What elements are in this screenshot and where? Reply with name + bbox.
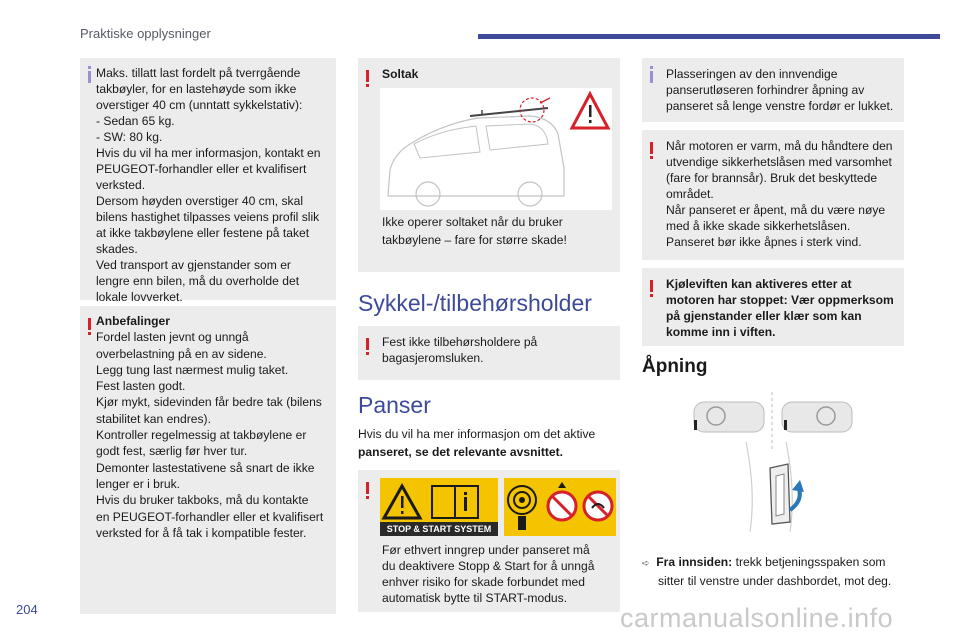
warning-box-recommendations: [80, 306, 336, 614]
sunroof-text: Ikke operer soltaket når du bruker takbøylene – fare for større skade!: [382, 215, 567, 247]
bike-holder-text: Fest ikke tilbehørsholdere på bagasjeromsluken.: [382, 335, 538, 365]
section-title-bonnet: Panser: [358, 392, 431, 418]
info-box-bonnet-release: [642, 58, 904, 122]
bonnet-intro: Hvis du vil ha mer informasjon om det aktive panseret, se det relevante avsnittet.: [358, 427, 596, 459]
stop-start-label: STOP & START SYSTEM: [386, 524, 492, 534]
interior-release-lever-illustration: [686, 392, 856, 542]
warning-icon: [366, 338, 369, 350]
warning-box-sunroof: [358, 58, 620, 272]
info-box-load: [80, 58, 336, 304]
hot-engine-text: Når motoren er varm, må du håndtere den utvendige sikkerhetslåsen med varsomhet (fare for brannsår). Bruk det beskyttede området. Når panseret er åpent, må du være nøye med å ikke skade sikkerhetslåsen. Panseret bør ikke åpnes i sterk vind.: [666, 139, 893, 249]
watermark: carmanualsonline.info: [620, 603, 894, 633]
info-icon: [650, 71, 653, 83]
warning-box-cooling-fan: [642, 268, 904, 346]
opening-step: ➪ Fra innsiden: trekk betjeningsspaken som sitter til venstre under dashbordet, mot deg.: [642, 555, 892, 588]
sunroof-title: Soltak: [382, 67, 419, 81]
section-title-opening: Åpning: [642, 356, 708, 377]
stop-start-text: Før ethvert inngrep under panseret må du deaktivere Stopp & Start for å unngå enhver risiko for skade forbundet med automatisk bytte til START-modus.: [382, 543, 595, 605]
info-text: Maks. tillatt last fordelt på tverrgående takbøyler, for en lastehøyde som ikke overstiger 40 cm (unntatt sykkelstativ): - Sedan 65 kg. - SW: 80 kg. Hvis du vil ha mer informasjon, kontakt en PEUGEOT-forhandler eller et kvalifisert verksted. Dersom høyden overstiger 40 cm, skal bilens hastighet tilpasses veiens profil slik at ikke takbøylene eller festene på taket skades. Ved transport av gjenstander som er lengre enn bilen, må du overholde det lokale lovverket.: [96, 66, 321, 304]
info-icon: [88, 71, 91, 83]
warning-box-bike-holder: [358, 326, 620, 380]
section-title-bike-holder: Sykkel-/tilbehørsholder: [358, 290, 592, 316]
warning-icon: [366, 482, 369, 494]
cooling-fan-text: Kjøleviften kan aktiveres etter at motoren har stoppet: Vær oppmerksom på gjenstander eller klær som kan komme inn i viften.: [666, 277, 894, 339]
warning-icon: [366, 70, 369, 82]
header-bar: [478, 34, 940, 39]
warning-icon: [650, 142, 653, 154]
car-roof-illustration: [380, 88, 612, 210]
warning-text: Anbefalinger Fordel lasten jevnt og unngå overbelastning på en av sidene. Legg tung last nærmest mulig taket. Fest lasten godt. Kjør mykt, sidevinden får bedre tak (bilens stabilitet kan endres). Kontroller regelmessig at takbøylene er godt fest, særlig før hver tur. Demonter lastestativene så snart de ikke lenger er i bruk. Hvis du bruker takboks, må du kontakte en PEUGEOT-forhandler eller et kvalifisert verksted for å få tak i kompatible fester.: [96, 314, 324, 540]
warning-box-hot-engine: [642, 130, 904, 260]
header-section-title: Praktiske opplysninger: [80, 26, 211, 41]
stop-start-warning-illustration: [380, 478, 616, 536]
bonnet-release-text: Plasseringen av den innvendige panserutløseren forhindrer åpning av panseret så lenge venstre fordør er lukket.: [666, 67, 894, 113]
warning-box-stop-start: [358, 470, 620, 612]
warning-icon: [650, 280, 653, 292]
step-arrow-icon: ➪: [642, 558, 650, 568]
page-number: 204: [16, 602, 38, 617]
warning-icon: [88, 318, 91, 330]
